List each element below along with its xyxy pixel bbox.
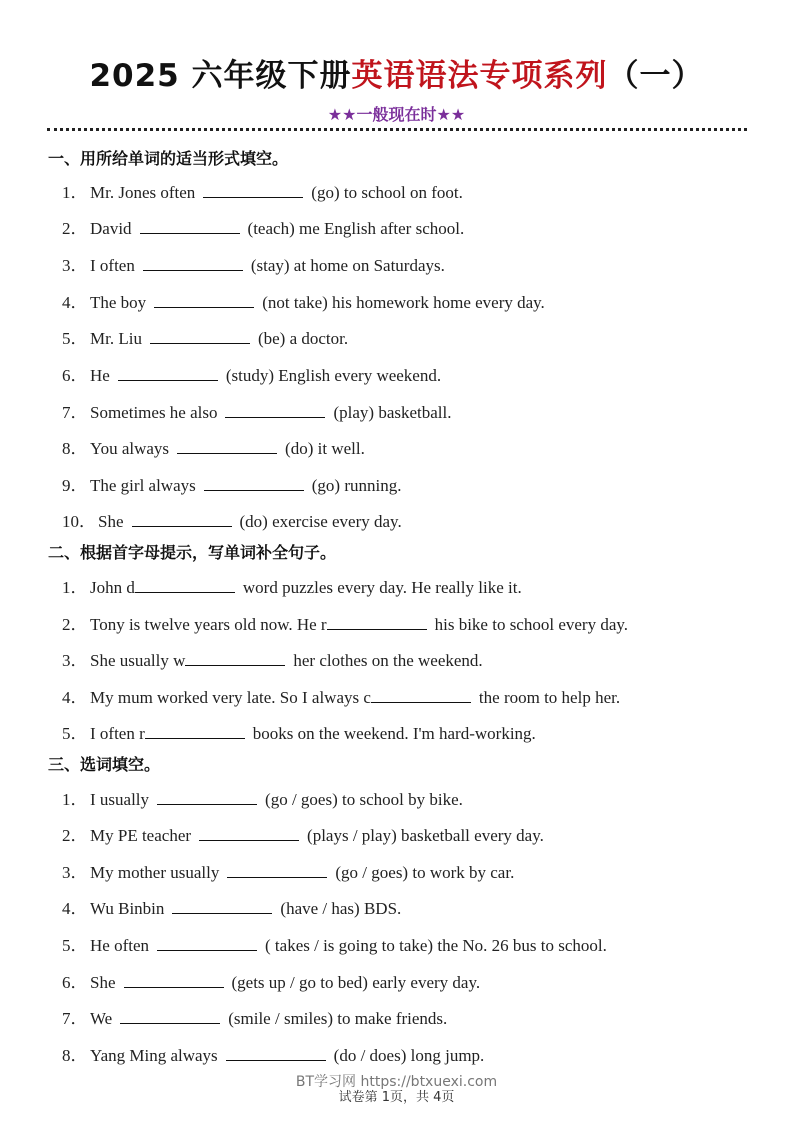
answer-blank[interactable] (371, 686, 471, 703)
question-suffix: (plays / play) basketball every day. (307, 826, 544, 845)
question-item (62, 719, 536, 744)
question-suffix: (have / has) BDS. (280, 899, 402, 918)
answer-blank[interactable] (118, 364, 218, 381)
question-prefix: My PE teacher (90, 826, 192, 845)
question-suffix: (do / does) long jump. (333, 1046, 485, 1065)
answer-blank[interactable] (157, 934, 257, 951)
answer-blank[interactable] (172, 897, 272, 914)
answer-blank[interactable] (124, 971, 224, 988)
answer-blank[interactable] (226, 1044, 326, 1061)
question-number: 4． (62, 688, 88, 707)
question-prefix: The girl always (90, 476, 196, 495)
question-item (62, 610, 628, 635)
question-number: 5． (62, 936, 88, 955)
question-item (62, 1004, 447, 1029)
question-suffix: (do) exercise every day. (239, 512, 402, 531)
question-item (62, 434, 365, 459)
section-1-title: 一、用所给单词的适当形式填空。 (48, 149, 289, 168)
question-prefix: He often (90, 936, 150, 955)
question-item (62, 894, 401, 919)
question-item (62, 785, 463, 810)
question-prefix: My mum worked very late. So I always c (90, 688, 371, 707)
question-item (62, 471, 401, 496)
answer-blank[interactable] (185, 649, 285, 666)
question-suffix: (go / goes) to school by bike. (265, 790, 463, 809)
question-number: 7． (62, 403, 88, 422)
question-number: 4． (62, 293, 88, 312)
section-3-title: 三、选词填空。 (48, 755, 161, 774)
question-prefix: David (90, 219, 132, 238)
answer-blank[interactable] (227, 861, 327, 878)
question-number: 10． (62, 512, 96, 531)
page-title (0, 50, 793, 95)
question-number: 6． (62, 366, 88, 385)
question-suffix: (go) running. (311, 476, 402, 495)
question-prefix: You always (90, 439, 170, 458)
question-item (62, 968, 480, 993)
answer-blank[interactable] (203, 181, 303, 198)
title-prefix: 2025 六年级下册 (89, 58, 352, 94)
question-item (62, 288, 545, 313)
question-suffix: (smile / smiles) to make friends. (228, 1009, 448, 1028)
section-2-title: 二、根据首字母提示，写单词补全句子。 (48, 543, 337, 562)
question-number: 6． (62, 973, 88, 992)
answer-blank[interactable] (150, 327, 250, 344)
question-prefix: She (98, 512, 124, 531)
question-suffix: her clothes on the weekend. (293, 651, 483, 670)
question-number: 1． (62, 183, 88, 202)
question-prefix: Wu Binbin (90, 899, 165, 918)
question-number: 1． (62, 790, 88, 809)
question-number: 5． (62, 724, 88, 743)
question-number: 2． (62, 219, 88, 238)
question-number: 2． (62, 615, 88, 634)
question-suffix: (teach) me English after school. (247, 219, 465, 238)
question-prefix: John d (90, 578, 135, 597)
question-prefix: I often r (90, 724, 145, 743)
question-item (62, 1041, 484, 1066)
question-suffix: (go) to school on foot. (311, 183, 463, 202)
question-prefix: Mr. Liu (90, 329, 142, 348)
answer-blank[interactable] (199, 824, 299, 841)
question-suffix: (be) a doctor. (257, 329, 349, 348)
answer-blank[interactable] (120, 1007, 220, 1024)
question-item (62, 821, 544, 846)
question-prefix: The boy (90, 293, 147, 312)
question-number: 3． (62, 863, 88, 882)
question-number: 4． (62, 899, 88, 918)
question-suffix: (stay) at home on Saturdays. (250, 256, 445, 275)
question-prefix: Sometimes he also (90, 403, 218, 422)
question-item (62, 507, 402, 532)
title-paren: （一） (607, 58, 704, 94)
question-suffix: word puzzles every day. He really like it. (242, 578, 522, 597)
question-number: 8． (62, 439, 88, 458)
question-prefix: She usually w (90, 651, 186, 670)
question-item (62, 324, 348, 349)
question-prefix: Yang Ming always (90, 1046, 218, 1065)
answer-blank[interactable] (135, 576, 235, 593)
question-prefix: I usually (90, 790, 150, 809)
answer-blank[interactable] (327, 613, 427, 630)
page-subtitle: ★★一般现在时★★ (327, 105, 466, 124)
question-item (62, 361, 441, 386)
answer-blank[interactable] (204, 474, 304, 491)
question-item (62, 573, 522, 598)
answer-blank[interactable] (132, 510, 232, 527)
question-suffix: his bike to school every day. (434, 615, 629, 634)
answer-blank[interactable] (140, 217, 240, 234)
title-highlight: 英语语法专项系列 (351, 58, 608, 94)
question-prefix: Tony is twelve years old now. He r (90, 615, 327, 634)
question-prefix: We (90, 1009, 113, 1028)
question-number: 1． (62, 578, 88, 597)
question-number: 8． (62, 1046, 88, 1065)
question-item (62, 398, 452, 423)
question-suffix: (go / goes) to work by car. (335, 863, 515, 882)
question-number: 3． (62, 651, 88, 670)
question-item (62, 178, 463, 203)
question-item (62, 931, 607, 956)
question-number: 2． (62, 826, 88, 845)
question-suffix: the room to help her. (478, 688, 621, 707)
watermark-link: BT学习网 https://btxuexi.com (295, 1074, 498, 1090)
question-item (62, 646, 483, 671)
answer-blank[interactable] (225, 401, 325, 418)
question-suffix: (do) it well. (285, 439, 365, 458)
question-number: 5． (62, 329, 88, 348)
question-prefix: She (90, 973, 116, 992)
question-suffix: books on the weekend. I'm hard-working. (252, 724, 536, 743)
dotted-divider (47, 128, 747, 131)
question-suffix: (gets up / go to bed) early every day. (231, 973, 481, 992)
question-number: 3． (62, 256, 88, 275)
answer-blank[interactable] (177, 437, 277, 454)
question-prefix: My mother usually (90, 863, 220, 882)
question-suffix: (not take) his homework home every day. (262, 293, 545, 312)
question-suffix: (play) basketball. (333, 403, 452, 422)
question-prefix: He (90, 366, 110, 385)
question-suffix: ( takes / is going to take) the No. 26 bus to school. (265, 936, 607, 955)
question-item (62, 214, 464, 239)
page-indicator: 试卷第 1页，共 4页 (338, 1090, 455, 1105)
question-number: 7． (62, 1009, 88, 1028)
question-number: 9． (62, 476, 88, 495)
question-suffix: (study) English every weekend. (225, 366, 442, 385)
answer-blank[interactable] (145, 722, 245, 739)
question-item (62, 251, 445, 276)
answer-blank[interactable] (154, 291, 254, 308)
question-item (62, 683, 620, 708)
question-prefix: I often (90, 256, 135, 275)
answer-blank[interactable] (157, 788, 257, 805)
answer-blank[interactable] (143, 254, 243, 271)
question-prefix: Mr. Jones often (90, 183, 196, 202)
question-item (62, 858, 514, 883)
